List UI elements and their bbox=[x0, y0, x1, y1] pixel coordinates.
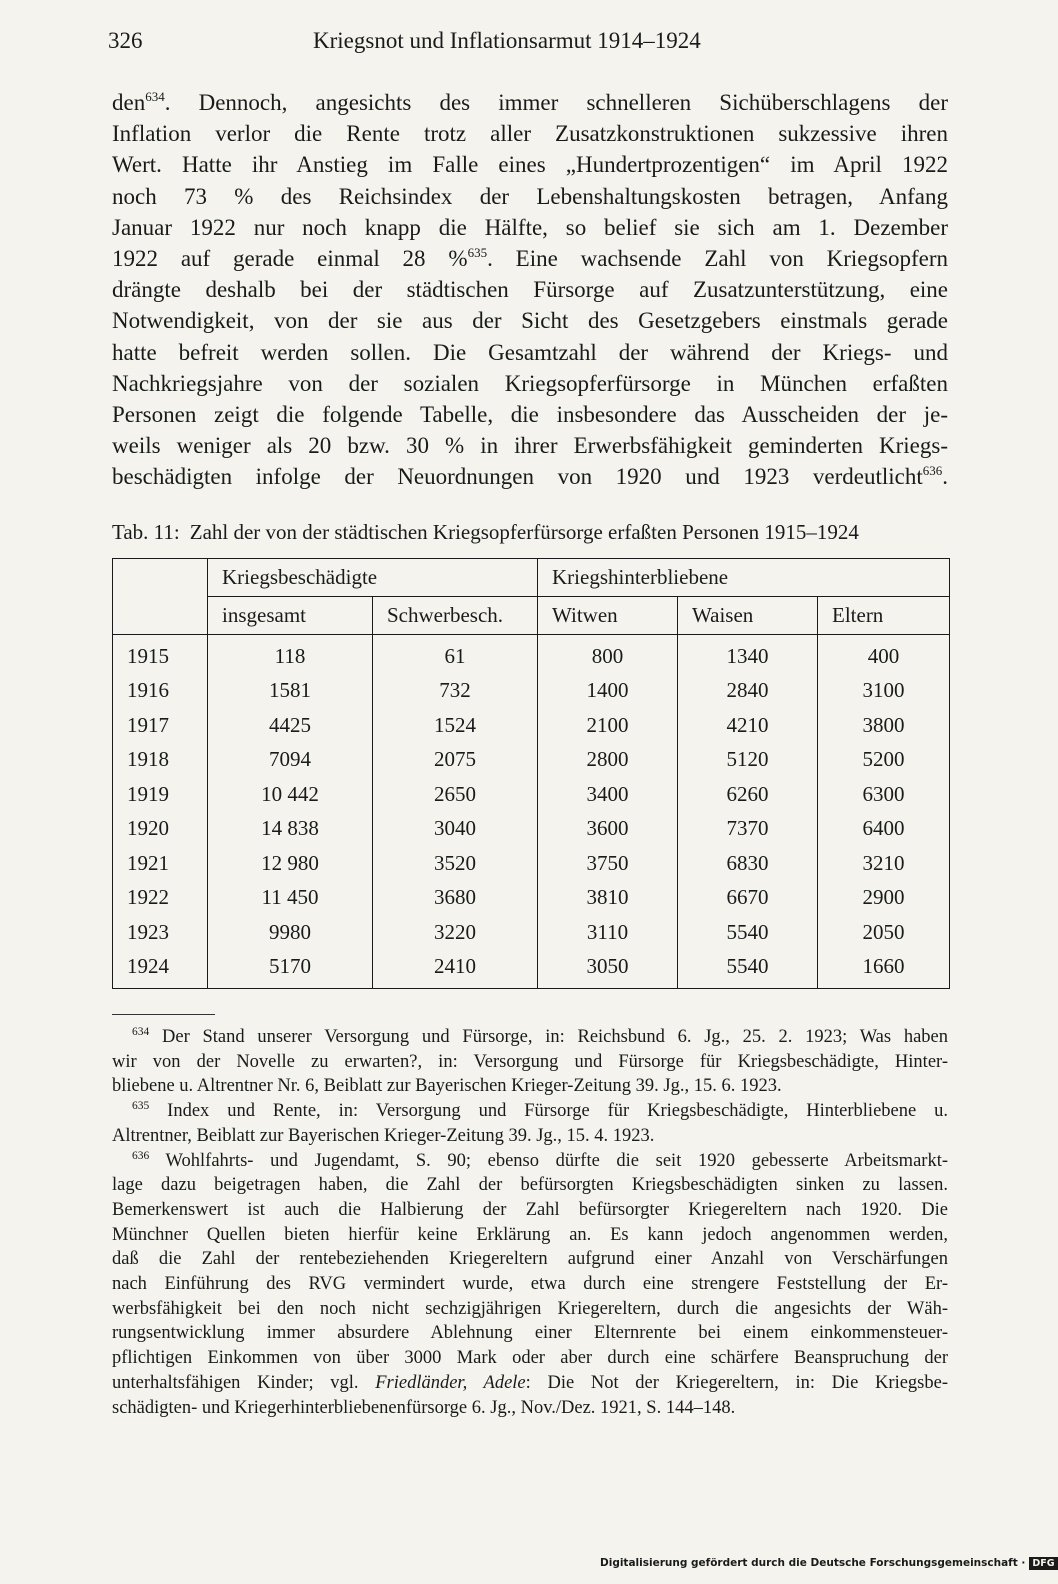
dfg-logo: DFG bbox=[1029, 1557, 1057, 1570]
year-cell: 1919 bbox=[113, 777, 208, 812]
footnote-text: bliebene u. Altrentner Nr. 6, Beiblatt zur Bayerischen Krieger-Zeitung 39. Jg., 15. 6. 1923. bbox=[112, 1076, 782, 1097]
running-title: Kriegsnot und Inflationsarmut 1914–1924 bbox=[313, 28, 701, 53]
corner-cell-lower bbox=[113, 597, 208, 635]
footnote-text: Der Stand unserer Versorgung und Fürsorge, in: Reichsbund 6. Jg., 25. 2. 1923; Was haben bbox=[162, 1027, 949, 1047]
body-line bbox=[112, 368, 948, 399]
value-cell: 10 442 bbox=[208, 777, 373, 812]
table-row bbox=[113, 674, 950, 709]
table-row bbox=[113, 812, 950, 847]
body-line-text: Personen zeigt die folgende Tabelle, die insbesondere das Ausscheiden der je- bbox=[112, 402, 948, 428]
value-cell: 3810 bbox=[538, 881, 678, 916]
footnote-line bbox=[112, 1025, 948, 1050]
footnote-line bbox=[112, 1050, 948, 1075]
body-line-text: . Eine wachsende Zahl von Kriegsopfern bbox=[487, 246, 948, 272]
footnote-text: pflichtigen Einkommen von über 3000 Mark oder aber durch eine schärfere Beanspruchung der bbox=[112, 1348, 948, 1369]
table-row bbox=[113, 881, 950, 916]
value-cell: 7370 bbox=[678, 812, 818, 847]
value-cell: 7094 bbox=[208, 743, 373, 778]
footnote-text: Altrentner, Beiblatt zur Bayerischen Krieger-Zeitung 39. Jg., 15. 4. 1923. bbox=[112, 1125, 655, 1146]
value-cell: 61 bbox=[373, 635, 538, 674]
column-header: insgesamt bbox=[208, 597, 373, 635]
value-cell: 5120 bbox=[678, 743, 818, 778]
body-line bbox=[112, 337, 948, 368]
body-line-text: hatte befreit werden sollen. Die Gesamtzahl der während der Kriegs- und bbox=[112, 339, 948, 365]
footnote-line bbox=[112, 1321, 948, 1346]
table-row bbox=[113, 846, 950, 881]
footnote-line bbox=[112, 1396, 948, 1421]
year-cell: 1917 bbox=[113, 708, 208, 743]
data-table bbox=[112, 558, 950, 989]
table-row bbox=[113, 708, 950, 743]
value-cell: 400 bbox=[818, 635, 950, 674]
body-line-text: den bbox=[112, 90, 146, 115]
body-line-text: Inflation verlor die Rente trotz aller Zusatzkonstruktionen sukzessive ihren bbox=[112, 121, 948, 147]
value-cell: 4425 bbox=[208, 708, 373, 743]
year-cell: 1922 bbox=[113, 881, 208, 916]
body-line-text: noch 73 % des Reichsindex der Lebenshaltungskosten betragen, Anfang bbox=[112, 183, 948, 209]
footnote-text: : Die Not der Kriegereltern, in: Die Kriegsbe- bbox=[525, 1372, 948, 1393]
body-line-text: drängte deshalb bei der städtischen Fürsorge auf Zusatzunterstützung, eine bbox=[112, 277, 948, 303]
table-label: Tab. 11: bbox=[112, 520, 180, 544]
footnote-line bbox=[112, 1223, 948, 1248]
body-text bbox=[112, 87, 948, 493]
value-cell: 3800 bbox=[818, 708, 950, 743]
value-cell: 6670 bbox=[678, 881, 818, 916]
footnote-text: Bemerkenswert ist auch die Halbierung der Zahl befürsorgter Kriegereltern nach 1920. Die bbox=[112, 1199, 948, 1220]
footnotes bbox=[112, 1025, 948, 1420]
value-cell: 2050 bbox=[818, 915, 950, 950]
value-cell: 1400 bbox=[538, 674, 678, 709]
body-line-text: beschädigten infolge der Neuordnungen von 1920 und 1923 verdeutlicht bbox=[112, 464, 923, 490]
footnote-line bbox=[112, 1371, 948, 1396]
footnote-text: schädigten- und Kriegerhinterbliebenenfürsorge 6. Jg., Nov./Dez. 1921, S. 144–148. bbox=[112, 1397, 736, 1418]
footnote-line bbox=[112, 1272, 948, 1297]
footnote-line bbox=[112, 1247, 948, 1272]
body-line bbox=[112, 430, 948, 461]
value-cell: 800 bbox=[538, 635, 678, 674]
value-cell: 3600 bbox=[538, 812, 678, 847]
body-line bbox=[112, 274, 948, 305]
body-line-text: 1922 auf gerade einmal 28 % bbox=[112, 246, 468, 272]
footnote-ref[interactable]: 634 bbox=[145, 89, 165, 104]
body-line bbox=[112, 118, 948, 149]
value-cell: 3520 bbox=[373, 846, 538, 881]
table-row bbox=[113, 743, 950, 778]
value-cell: 2840 bbox=[678, 674, 818, 709]
footnote-line bbox=[112, 1124, 948, 1149]
value-cell: 3400 bbox=[538, 777, 678, 812]
column-header: Schwerbesch. bbox=[373, 597, 538, 635]
value-cell: 4210 bbox=[678, 708, 818, 743]
value-cell: 2075 bbox=[373, 743, 538, 778]
body-line bbox=[112, 212, 948, 243]
body-line-text: . Dennoch, angesichts des immer schnelleren Sichüberschlagens der bbox=[164, 90, 948, 115]
digitization-credit bbox=[600, 1557, 1055, 1577]
value-cell: 5200 bbox=[818, 743, 950, 778]
value-cell: 6830 bbox=[678, 846, 818, 881]
footnote-number: 636 bbox=[132, 1149, 150, 1162]
value-cell: 1581 bbox=[208, 674, 373, 709]
footnote-line bbox=[112, 1074, 948, 1099]
value-cell: 2650 bbox=[373, 777, 538, 812]
body-line-text: Januar 1922 nur noch knapp die Hälfte, so belief sie sich am 1. Dezember bbox=[112, 214, 948, 240]
value-cell: 5170 bbox=[208, 950, 373, 989]
value-cell: 1660 bbox=[818, 950, 950, 989]
table-row bbox=[113, 950, 950, 989]
footnote-line bbox=[112, 1198, 948, 1223]
value-cell: 1340 bbox=[678, 635, 818, 674]
value-cell: 2410 bbox=[373, 950, 538, 989]
body-line bbox=[112, 243, 948, 274]
body-line bbox=[112, 305, 948, 336]
value-cell: 3220 bbox=[373, 915, 538, 950]
footnote-text: unterhaltsfähigen Kinder; vgl. bbox=[112, 1372, 376, 1393]
value-cell: 6260 bbox=[678, 777, 818, 812]
body-line bbox=[112, 181, 948, 212]
footnote-line bbox=[112, 1099, 948, 1124]
footnote-text: Münchner Quellen bieten hierfür keine Erklärung an. Es kann jedoch angenommen werden, bbox=[112, 1224, 948, 1245]
value-cell: 2900 bbox=[818, 881, 950, 916]
page-number: 326 bbox=[108, 28, 143, 53]
value-cell: 6300 bbox=[818, 777, 950, 812]
year-cell: 1920 bbox=[113, 812, 208, 847]
group-header-kriegshinterbliebene: Kriegshinterbliebene bbox=[538, 559, 950, 597]
value-cell: 3110 bbox=[538, 915, 678, 950]
footnote-text: Wohlfahrts- und Jugendamt, S. 90; ebenso dürfte die seit 1920 gebesserte Arbeitsmarkt- bbox=[165, 1150, 948, 1171]
footnote-text: werbsfähigkeit bei den noch nicht sechzigjährigen Kriegereltern, durch die angesichts der Wäh- bbox=[112, 1298, 948, 1319]
footnote-text: wir von der Novelle zu erwarten?, in: Versorgung und Fürsorge für Kriegsbeschädigte, Hinter- bbox=[112, 1051, 948, 1072]
value-cell: 6400 bbox=[818, 812, 950, 847]
footnote-rule bbox=[112, 1014, 215, 1015]
value-cell: 732 bbox=[373, 674, 538, 709]
value-cell: 3680 bbox=[373, 881, 538, 916]
value-cell: 5540 bbox=[678, 915, 818, 950]
body-line bbox=[112, 399, 948, 430]
footnote-line bbox=[112, 1346, 948, 1371]
value-cell: 2100 bbox=[538, 708, 678, 743]
value-cell: 3100 bbox=[818, 674, 950, 709]
year-cell: 1924 bbox=[113, 950, 208, 989]
table-row bbox=[113, 915, 950, 950]
year-cell: 1918 bbox=[113, 743, 208, 778]
year-cell: 1916 bbox=[113, 674, 208, 709]
group-header-kriegsbeschaedigte: Kriegsbeschädigte bbox=[208, 559, 538, 597]
footnote-text: Index und Rente, in: Versorgung und Fürsorge für Kriegsbeschädigte, Hinterbliebene u. bbox=[167, 1101, 948, 1122]
value-cell: 1524 bbox=[373, 708, 538, 743]
column-header: Waisen bbox=[678, 597, 818, 635]
body-line-text: Wert. Hatte ihr Anstieg im Falle eines „Hundertprozentigen“ im April 1922 bbox=[112, 152, 948, 178]
footnote-text: rungsentwicklung immer absurdere Ablehnung einer Elternrente bei einem einkommensteuer- bbox=[112, 1323, 948, 1344]
value-cell: 3050 bbox=[538, 950, 678, 989]
footnote-number: 634 bbox=[132, 1026, 150, 1038]
body-line-text: weils weniger als 20 bzw. 30 % in ihrer Erwerbsfähigkeit geminderten Kriegs- bbox=[112, 433, 948, 459]
footnote-line bbox=[112, 1297, 948, 1322]
value-cell: 118 bbox=[208, 635, 373, 674]
table-row bbox=[113, 777, 950, 812]
credit-text: Digitalisierung gefördert durch die Deutsche Forschungsgemeinschaft · bbox=[600, 1557, 1026, 1569]
footnote-number: 635 bbox=[132, 1100, 150, 1113]
value-cell: 5540 bbox=[678, 950, 818, 989]
body-line bbox=[112, 87, 948, 118]
year-cell: 1921 bbox=[113, 846, 208, 881]
year-cell: 1923 bbox=[113, 915, 208, 950]
table-row bbox=[113, 635, 950, 674]
value-cell: 9980 bbox=[208, 915, 373, 950]
column-header: Eltern bbox=[818, 597, 950, 635]
body-line bbox=[112, 461, 948, 492]
value-cell: 3210 bbox=[818, 846, 950, 881]
footnote-line bbox=[112, 1173, 948, 1198]
value-cell: 3750 bbox=[538, 846, 678, 881]
table-caption bbox=[112, 520, 948, 545]
table-caption-text: Zahl der von der städtischen Kriegsopferfürsorge erfaßten Personen 1915–1924 bbox=[189, 520, 859, 544]
body-line-text: Notwendigkeit, von der sie aus der Sicht des Gesetzgebers einstmals gerade bbox=[112, 308, 948, 334]
footnote-line bbox=[112, 1149, 948, 1174]
value-cell: 2800 bbox=[538, 743, 678, 778]
body-line-text: . bbox=[942, 464, 948, 490]
value-cell: 11 450 bbox=[208, 881, 373, 916]
footnote-text: daß die Zahl der rentebeziehenden Kriegereltern aufgrund einer Anzahl von Verschärfungen bbox=[112, 1249, 948, 1270]
author-name: Friedländer, Adele bbox=[375, 1372, 526, 1393]
year-cell: 1915 bbox=[113, 635, 208, 674]
footnote-ref[interactable]: 636 bbox=[922, 463, 943, 479]
footnote-ref[interactable]: 635 bbox=[467, 245, 488, 261]
running-header bbox=[108, 28, 946, 62]
column-header: Witwen bbox=[538, 597, 678, 635]
value-cell: 14 838 bbox=[208, 812, 373, 847]
footnote-text: nach Einführung des RVG vermindert wurde, etwa durch eine strengere Feststellung der Er- bbox=[112, 1274, 948, 1295]
value-cell: 12 980 bbox=[208, 846, 373, 881]
body-line bbox=[112, 149, 948, 180]
footnote-text: lage dazu beigetragen haben, die Zahl der befürsorgten Kriegsbeschädigten sinken zu lassen. bbox=[112, 1175, 948, 1196]
value-cell: 3040 bbox=[373, 812, 538, 847]
corner-cell bbox=[113, 559, 208, 597]
body-line-text: Nachkriegsjahre von der sozialen Kriegsopferfürsorge in München erfaßten bbox=[112, 370, 948, 396]
